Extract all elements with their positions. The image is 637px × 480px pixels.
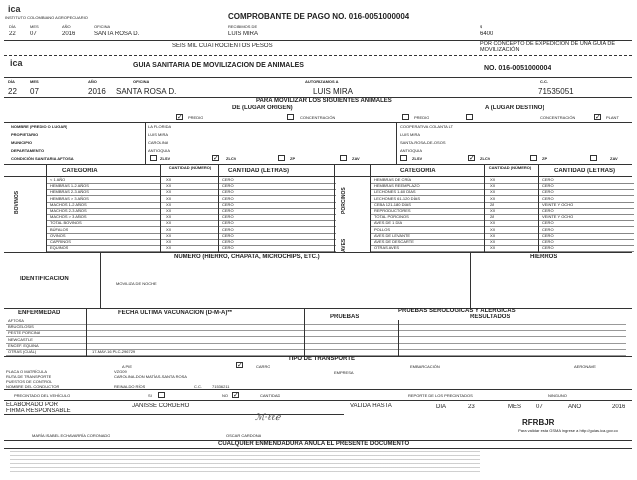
signer-left: MARÍA ISABEL ECHAVARRÍA CORONADO (32, 433, 111, 438)
animal-count-number: XX (490, 183, 496, 189)
animal-count-words: CERO (222, 220, 234, 226)
propietario-row-label: PROPIETARIO (11, 132, 39, 137)
animal-category: HEMBRAS DE CRÍA (374, 177, 412, 182)
divider (86, 308, 87, 356)
guia-dia: 22 (8, 87, 17, 96)
transporte-embarcacion-label: EMBARCACIÓN (410, 364, 440, 369)
receipt-concepto: POR CONCEPTO DE EXPEDICIÓN DE UNA GUÍA DE MOVILIZACIÓN (480, 41, 615, 53)
ident-hierros-label: HIERROS (530, 254, 558, 260)
destino-concentracion-label: CONCENTRACIÓN (540, 115, 576, 120)
pruebas-label: PRUEBAS (330, 314, 360, 320)
precintado-reporte-label: REPORTE DE LOS PRECINTADOS (408, 393, 473, 398)
animal-count-number: XX (490, 189, 496, 195)
enfermedad-name: ENCEF. EQUINA (8, 342, 39, 348)
guia-oficina: SANTA ROSA D. (116, 87, 177, 96)
animal-category: MACHOS 1-2 AÑOS (50, 201, 87, 207)
animal-count-words: CERO (542, 232, 554, 238)
origen-predio-label: PREDIO (188, 115, 204, 120)
row-divider (6, 324, 626, 325)
guia-ano-label: AÑO (88, 79, 97, 84)
left-cantidad-letras-header: CANTIDAD (LETRAS) (228, 168, 289, 174)
precintado-ninguno: NINGUNO (548, 393, 567, 398)
animal-count-number: XX (166, 201, 172, 207)
ident-label: IDENTIFICACIÓN (20, 276, 69, 282)
movilizar-label: PARA MOVILIZAR LOS SIGUIENTES ANIMALES (256, 98, 392, 104)
ruta-label: RUTA DE TRANSPORTE (6, 374, 52, 379)
origen-zav-label: ZAV (352, 156, 360, 161)
animal-category: LECHONES 61-120 DÍAS (374, 195, 421, 201)
animal-count-words: CERO (542, 183, 554, 189)
valida-ano: 2016 (612, 404, 626, 410)
animal-count-number: XX (166, 177, 172, 182)
animal-count-number: 28 (490, 201, 495, 207)
row-divider (46, 189, 336, 190)
signer-center: OSCAR CARDONA (226, 433, 262, 438)
divider (4, 389, 632, 390)
receipt-suma-letras: SEIS MIL CUATROCIENTOS PESOS (172, 43, 273, 49)
ruta-value: CAROLINA-DON MATÍAS-SANTA ROSA (114, 374, 187, 379)
valida-label: VALIDA HASTA (350, 403, 392, 409)
divider (396, 122, 397, 164)
animal-count-words: CERO (542, 195, 554, 201)
animal-count-number: XX (490, 177, 496, 182)
origen-predio-checkbox: ✓ (177, 114, 183, 121)
precintado-si-checkbox (158, 392, 165, 398)
animal-count-words: CERO (222, 195, 234, 201)
origen-zp-label: ZP (290, 156, 296, 161)
divider (304, 308, 305, 356)
transporte-carro-checkbox: ✓ (237, 362, 243, 369)
row-divider (370, 245, 634, 246)
origen-concentracion-checkbox (287, 114, 294, 120)
origen-nombre: LA FLORIDA (148, 124, 172, 129)
animal-category: TOTAL PORCINOS (374, 214, 409, 220)
origen-zlsv-label: ZLSV (160, 156, 171, 161)
left-cantidad-num-header: CANTIDAD (NÚMERO) (168, 165, 212, 170)
destino-zlsv-checkbox (400, 155, 407, 161)
origen-zp-checkbox (278, 155, 285, 161)
animal-count-number: XX (166, 226, 172, 232)
guia-number: NO. 016-0051000004 (484, 65, 552, 72)
transporte-title: TIPO DE TRANSPORTE (288, 356, 356, 362)
animal-count-words: CERO (542, 220, 554, 226)
row-divider (46, 220, 336, 221)
animal-count-words: CERO (542, 177, 554, 182)
animal-count-number: 28 (490, 214, 495, 220)
destino-predio-checkbox (402, 114, 409, 120)
divider (484, 164, 485, 252)
animal-count-number: XX (490, 245, 496, 251)
porcinos-group-label: PORCINOS (341, 187, 347, 214)
animal-category: HEMBRAS > 3 AÑOS (50, 195, 89, 201)
destino-propietario: LUIS MIRA (400, 132, 421, 137)
animal-category: HEMBRAS 1-2 AÑOS (50, 183, 89, 189)
destino-planta-label: PLANT (606, 115, 619, 120)
divider (46, 164, 47, 252)
animal-count-number: XX (490, 239, 496, 244)
divider (145, 122, 146, 164)
row-divider (370, 220, 634, 221)
divider (4, 308, 632, 309)
animal-count-words: CERO (542, 189, 554, 195)
guia-oficina-label: OFICINA (133, 79, 150, 84)
guia-mes-label: MES (30, 79, 39, 84)
left-categoria-header: CATEGORÍA (62, 168, 98, 174)
divider (4, 448, 632, 449)
ica-logo: ica (10, 58, 23, 68)
conductor-cc: 71536211 (212, 384, 230, 389)
ica-logo-top: ica (8, 4, 21, 14)
divider (4, 414, 344, 415)
right-cantidad-num-header: CANTIDAD (NÚMERO) (488, 165, 532, 170)
animal-count-number: XX (166, 245, 172, 251)
precintado-label: PRECINTADO DEL VEHÍCULO (14, 393, 71, 398)
row-divider (6, 330, 626, 331)
valida-mes-label: MES (508, 404, 522, 410)
conductor-value: REINALDO RÍOS (114, 384, 146, 389)
animal-category: EQUINOS (50, 245, 69, 251)
animal-category: OVINOS (50, 232, 66, 238)
divider (4, 77, 632, 78)
animal-category: AVES DE DESCARTE (374, 239, 414, 244)
precintado-no-label: NO (222, 393, 228, 398)
enfermedad-name: OTRAS (CUÁL) (8, 349, 37, 354)
puestos-label: PUESTOS DE CONTROL (6, 379, 53, 384)
valida-ano-label: AÑO (568, 404, 582, 410)
animal-count-words: CERO (222, 189, 234, 195)
destino-zp-label: ZP (542, 156, 548, 161)
animal-count-number: XX (490, 208, 496, 213)
origen-municipio: CAROLINA (148, 140, 169, 145)
resultados-label: RESULTADOS (470, 314, 511, 320)
animal-count-number: XX (166, 239, 172, 244)
guia-autorizado: LUIS MIRA (313, 87, 354, 96)
valida-dia-label: DÍA (436, 404, 447, 410)
divider (4, 122, 632, 123)
animal-count-words: CERO (222, 183, 234, 189)
origen-zlcv-label: ZLCV (226, 156, 237, 161)
destino-nombre: COOPERATIVA COLANTA LT (400, 124, 454, 129)
enfermedad-name: BRUCELOSIS (8, 324, 34, 330)
row-divider (46, 233, 336, 234)
row-divider (46, 202, 336, 203)
divider (4, 252, 632, 253)
warning-text: CUALQUIER ENMENDADURA ANULA EL PRESENTE DOCUMENTO (218, 441, 410, 447)
row-divider (46, 183, 336, 184)
animal-category: MACHOS 2-3 AÑOS (50, 208, 87, 213)
enfermedad-name: AFTOSA (8, 318, 24, 323)
placa-label: PLACA O MATRÍCULA (6, 369, 48, 374)
animal-count-number: XX (166, 214, 172, 220)
divider (538, 164, 539, 252)
municipio-row-label: MUNICIPIO (11, 140, 33, 145)
origen-label: DE (LUGAR ORIGEN) (232, 105, 293, 111)
precintado-cantidad-label: CANTIDAD (260, 393, 281, 398)
receipt-oficina-label: OFICINA (94, 24, 111, 29)
row-divider (370, 226, 634, 227)
row-divider (46, 239, 336, 240)
animal-count-number: XX (166, 232, 172, 238)
animal-count-number: XX (490, 195, 496, 201)
valida-dia: 23 (468, 404, 475, 410)
animal-count-number: XX (490, 220, 496, 226)
divider (370, 164, 371, 252)
divider (160, 164, 161, 252)
destino-zp-checkbox (530, 155, 537, 161)
animal-count-number: XX (490, 232, 496, 238)
destino-zlsv-label: ZLSV (412, 156, 423, 161)
animal-category: CAPRINOS (50, 239, 71, 244)
guia-mes: 07 (30, 87, 39, 96)
origen-departamento: ANTIOQUIA (148, 148, 171, 153)
receipt-valor-label: $ (480, 24, 483, 29)
guia-cc: 71535051 (538, 87, 574, 96)
conductor-label: NOMBRE DEL CONDUCTOR (6, 384, 60, 389)
fine-print (10, 451, 480, 473)
origen-zlcv-checkbox: ✓ (213, 155, 219, 162)
destino-zav-checkbox (590, 155, 597, 161)
receipt-ano-label: AÑO (62, 24, 71, 29)
animal-count-words: VEINTE Y OCHO (542, 201, 574, 207)
origen-zav-checkbox (340, 155, 347, 161)
destino-municipio: SANTA-ROSA-DE-OSOS (400, 140, 446, 145)
receipt-ano: 2016 (62, 31, 76, 37)
ica-logo-subtitle: INSTITUTO COLOMBIANO AGROPECUARIO (5, 15, 88, 20)
divider (4, 400, 632, 401)
fecha-vacunacion-label: FECHA ÚLTIMA VACUNACIÓN (D-M-A)** (118, 310, 232, 316)
enfermedad-label: ENFERMEDAD (18, 310, 61, 316)
validation-note: Para validar esta GSMA ingrese a http://guias.ica.gov.co (518, 428, 618, 433)
animal-category: POLLOS (374, 226, 391, 232)
animal-count-number: XX (166, 208, 172, 213)
animal-category: OTRAS AVES (374, 245, 400, 251)
row-divider (6, 336, 626, 337)
empresa-label: EMPRESA (334, 370, 354, 375)
row-divider (46, 195, 336, 196)
row-divider (46, 208, 336, 209)
animal-category: HEMBRAS 2-3 AÑOS (50, 189, 89, 195)
row-divider (370, 214, 634, 215)
aves-group-label: AVES (341, 238, 347, 252)
animal-category: TOTAL BOVINOS (50, 220, 82, 226)
divider (218, 164, 219, 252)
enfermedad-name: PESTE PORCINA (8, 330, 41, 336)
receipt-title: COMPROBANTE DE PAGO NO. 016-0051000004 (228, 12, 410, 21)
pruebas-title: PRUEBAS SEROLÓGICAS Y ALÉRGICAS (398, 308, 516, 314)
cut-line (4, 55, 632, 56)
placa-value: VZG09 (114, 369, 127, 374)
transporte-carro-label: CARRO (256, 364, 271, 369)
animal-count-words: CERO (542, 239, 554, 244)
guia-autorizamos-label: AUTORIZAMOS A (305, 79, 339, 84)
validation-code: RFRBJR (522, 418, 555, 427)
destino-planta-checkbox: ✓ (595, 114, 601, 121)
destino-zav-label: ZAV (610, 156, 618, 161)
receipt-mes: 07 (30, 31, 37, 37)
animal-count-words: CERO (222, 232, 234, 238)
guia-dia-label: DÍA (8, 79, 15, 84)
precintado-si-label: SI (148, 393, 152, 398)
receipt-mes-label: MES (30, 24, 39, 29)
origen-propietario: LUIS MIRA (148, 132, 169, 137)
conductor-cc-label: C.C. (194, 384, 202, 389)
bovinos-group-label: BOVINOS (14, 190, 20, 214)
receipt-recibimos-label: RECIBIMOS DE (228, 24, 258, 29)
animal-count-words: CERO (542, 226, 554, 232)
precintado-no-checkbox: ✓ (233, 392, 239, 399)
animal-category: MACHOS > 3 AÑOS (50, 214, 87, 220)
receipt-dia: 22 (9, 31, 16, 37)
nombre-row-label: NOMBRE (PREDIO O LUGAR) (11, 124, 68, 129)
departamento-row-label: DEPARTAMENTO (11, 148, 45, 153)
origen-zlsv-checkbox (150, 155, 157, 161)
receipt-oficina: SANTA ROSA D. (94, 31, 140, 37)
animal-count-words: CERO (542, 208, 554, 213)
row-divider (46, 226, 336, 227)
animal-count-number: XX (166, 183, 172, 189)
animal-category: CEBA 121-180 DÍAS (374, 201, 411, 207)
destino-concentracion-checkbox (466, 114, 473, 120)
guia-cc-label: C.C. (540, 79, 548, 84)
row-divider (46, 245, 336, 246)
receipt-dia-label: DÍA (9, 24, 16, 29)
divider (100, 252, 101, 308)
origen-concentracion-label: CONCENTRACIÓN (300, 115, 336, 120)
animal-category: AVES DE LEVANTE (374, 232, 411, 238)
divider (398, 320, 399, 356)
elaborado-by: JANISSE CORDERO (132, 403, 190, 409)
ident-value: MOVILIZA DE NOCHE (116, 281, 157, 286)
animal-count-words: CERO (222, 239, 234, 244)
receipt-valor: 6400 (480, 31, 494, 37)
divider (470, 252, 471, 308)
receipt-recibimos: LUIS MIRA (228, 31, 259, 37)
ident-numero-label: NÚMERO (HIERRO, CHAPATA, MICROCHIPS, ETC.) (174, 254, 320, 260)
animal-count-words: CERO (222, 201, 234, 207)
divider (334, 164, 335, 252)
destino-label: A (LUGAR DESTINO) (485, 105, 545, 111)
enfermedad-name: NEWCASTLE (8, 336, 33, 342)
animal-count-number: XX (490, 226, 496, 232)
animal-count-words: CERO (222, 245, 234, 251)
destino-zlcv-label: ZLCV (480, 156, 491, 161)
guia-title: GUÍA SANITARIA DE MOVILIZACIÓN DE ANIMALES (133, 62, 304, 69)
enfermedad-date: 17-MAY-16 PLC-296729 (92, 349, 136, 354)
animal-count-number: XX (166, 195, 172, 201)
animal-count-words: CERO (222, 177, 234, 182)
elaborado-label: ELABORADO POR (6, 402, 59, 408)
right-categoria-header: CATEGORÍA (400, 168, 436, 174)
animal-category: AVES DE 1 DÍA (374, 220, 403, 226)
transporte-apie-label: A PIE (122, 364, 133, 369)
animal-category: REPRODUCTORES (374, 208, 411, 213)
animal-category: LECHONES 1-60 DÍAS (374, 189, 416, 195)
animal-category: BÚFALOS (50, 226, 69, 232)
animal-count-words: CERO (222, 208, 234, 213)
animal-count-words: CERO (222, 214, 234, 220)
animal-count-words: VEINTE Y OCHO (542, 214, 574, 220)
destino-zlcv-checkbox: ✓ (469, 155, 475, 162)
animal-category: < 1 AÑO (50, 177, 66, 182)
row-divider (6, 343, 626, 344)
animal-category: HEMBRAS REEMPLAZO (374, 183, 420, 189)
animal-count-number: XX (166, 220, 172, 226)
right-cantidad-letras-header: CANTIDAD (LETRAS) (554, 168, 615, 174)
destino-predio-label: PREDIO (414, 115, 430, 120)
signature: ℳ·ℓℓℯ (255, 413, 281, 423)
animal-count-words: CERO (222, 226, 234, 232)
transporte-aeronave-label: AERONAVE (574, 364, 596, 369)
guia-ano: 2016 (88, 87, 106, 96)
valida-mes: 07 (536, 404, 543, 410)
row-divider (46, 214, 336, 215)
destino-departamento: ANTIOQUIA (400, 148, 423, 153)
firma-label: FIRMA RESPONSABLE (6, 408, 71, 414)
condicion-row-label: CONDICIÓN SANITARIA AFTOSA (11, 156, 74, 161)
animal-count-number: XX (166, 189, 172, 195)
animal-count-words: CERO (542, 245, 554, 251)
